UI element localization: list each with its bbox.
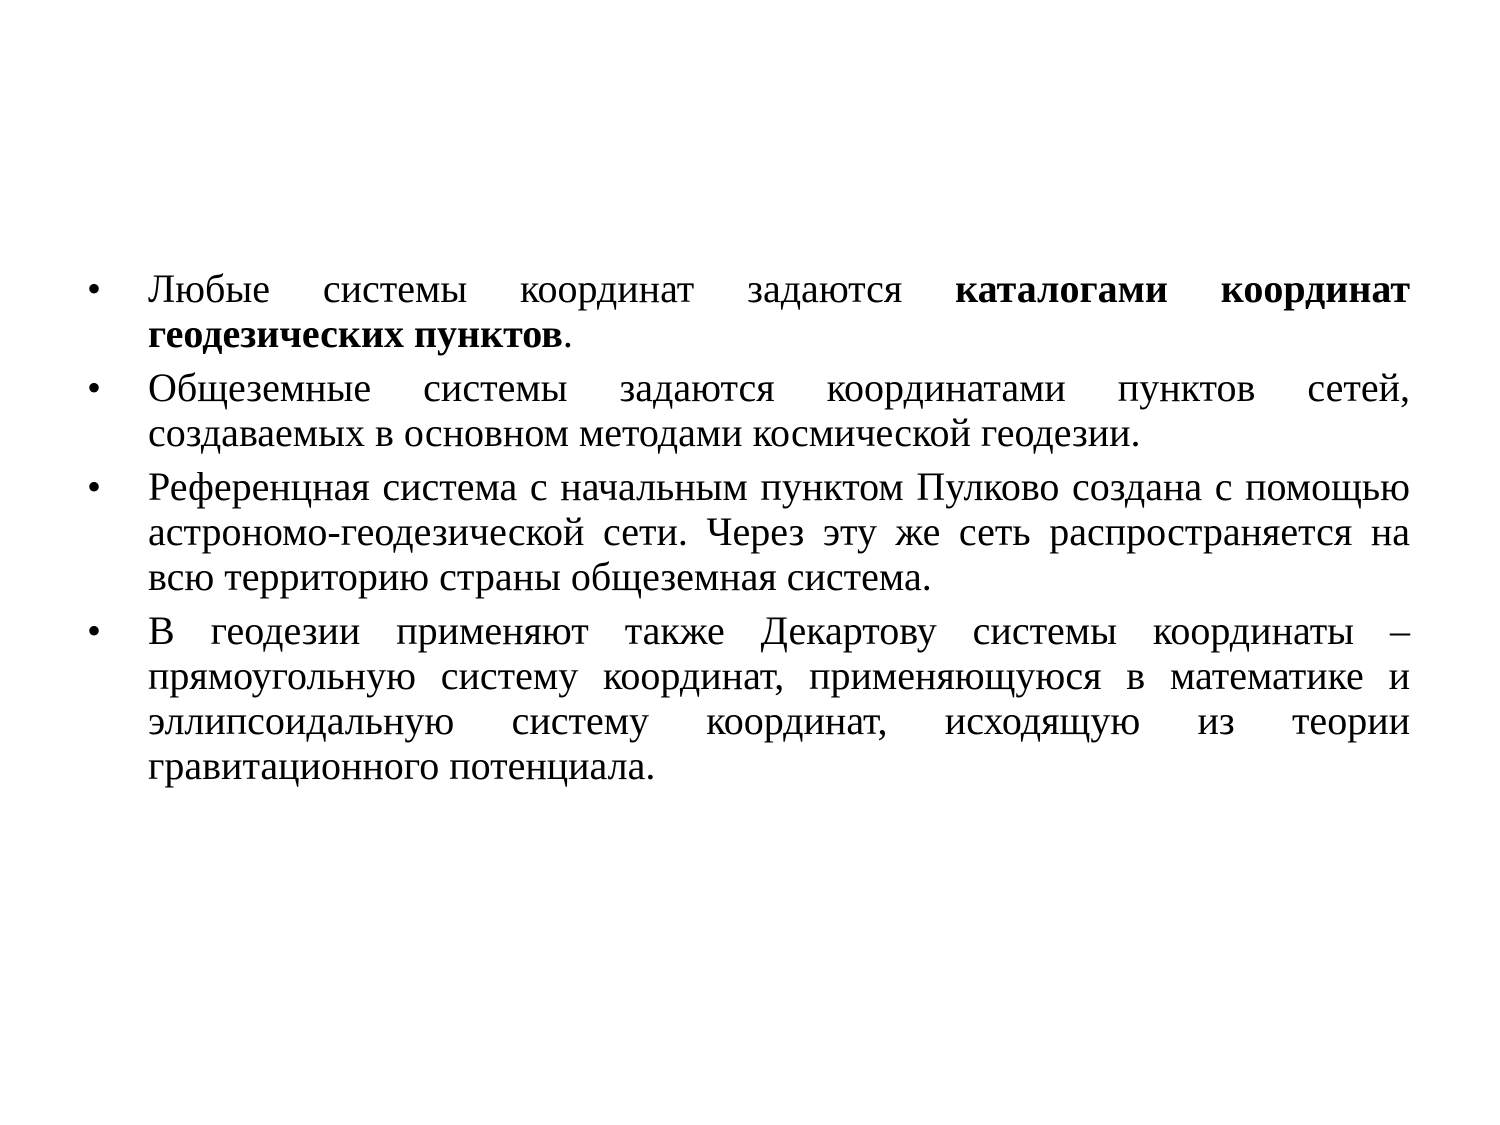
list-item — [87, 266, 1410, 356]
list-item — [87, 365, 1410, 455]
list-item — [87, 608, 1410, 788]
bullet-icon: • — [87, 266, 102, 311]
list-item-text: Общеземные системы задаются координатами пунктов сетей, создаваемых в основном методами космической геодезии. — [148, 365, 1410, 455]
list-item-text: В геодезии применяют также Декартову системы координаты – прямоугольную систему координат, применяющуюся в математике и эллипсоидальную систему координат, исходящую из теории гравитационного потенциала. — [148, 608, 1410, 788]
list-item — [87, 464, 1410, 599]
bullet-icon: • — [87, 464, 102, 509]
list-item-text-start: Любые системы координат задаются — [148, 266, 956, 311]
bullet-icon: • — [87, 365, 102, 410]
slide-content — [87, 266, 1410, 797]
list-item-text — [148, 266, 1410, 356]
list-item-text-end: . — [562, 311, 573, 356]
list-item-text: Референцная система с начальным пунктом Пулково создана с помощью астрономо-геодезической сети. Через эту же сеть распространяется на всю территорию страны общеземная система. — [148, 464, 1410, 599]
bullet-list — [87, 266, 1410, 788]
list-item-bold-text: каталогами координат геодезических пунктов — [148, 266, 1410, 356]
bullet-icon: • — [87, 608, 102, 653]
